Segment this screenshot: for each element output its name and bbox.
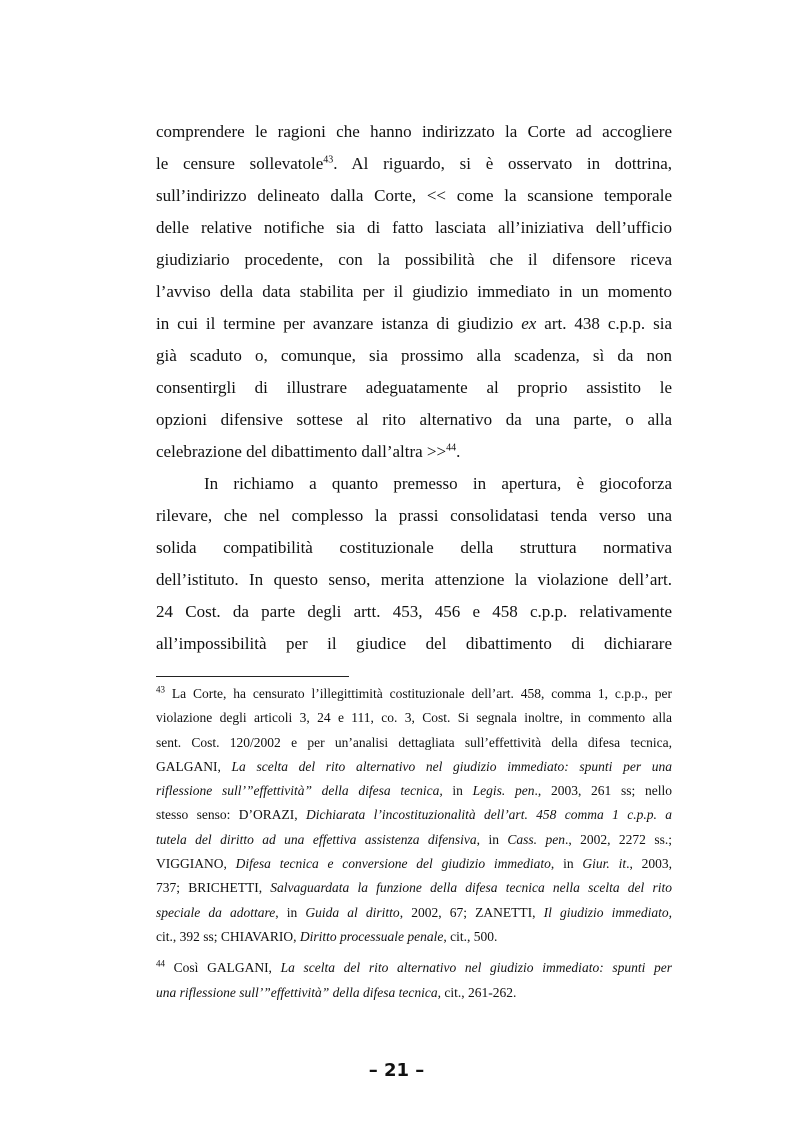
footnotes [156,682,672,1005]
body-line: le censure sollevatole$^{43}$. Al riguardo, si è osservato in dottrina, [156,154,673,173]
footnote-separator [156,676,349,677]
footnote-43 [156,682,672,949]
body-line: delle relative notifiche sia di fatto lasciata all’iniziativa dell’ufficio [156,218,672,237]
body-line: giudiziario procedente, con la possibilità che il difensore riceva [156,250,672,269]
body-line: già scaduto o, comunque, sia prossimo alla scadenza, sì da non [156,346,672,365]
footnote-line: sent. Cost. 120/2002 e per un’analisi dettagliata sull’effettività della difesa tecnica, [156,734,672,750]
footnote-line: cit., 392 ss; CHIAVARIO, Diritto processuale penale, cit., 500. [156,928,498,944]
footnote-line: VIGGIANO, Difesa tecnica e conversione del giudizio immediato, in Giur. it., 2003, [156,856,673,872]
body-line: 24 Cost. da parte degli artt. 453, 456 e 458 c.p.p. relativamente [156,602,672,621]
footnote-line: tutela del diritto ad una effettiva assistenza difensiva, in Cass. pen., 2002, 2272 ss.; [156,831,672,847]
footnote-line: stesso senso: D’ORAZI, Dichiarata l’incostituzionalità dell’art. 458 comma 1 c.p.p. a [156,807,672,823]
footnote-line: speciale da adottare, in Guida al diritto, 2002, 67; ZANETTI, Il giudizio immediato, [156,904,672,920]
footnote-line: una riflessione sull’”effettività” della difesa tecnica, cit., 261-262. [156,984,517,1000]
footnote-line: $^{44}$ Così GALGANI, La scelta del rito alternativo nel giudizio immediato: spunti per [156,958,673,976]
body-line: comprendere le ragioni che hanno indirizzato la Corte ad accogliere [156,122,672,141]
footnote-line: GALGANI, La scelta del rito alternativo nel giudizio immediato: spunti per una [156,758,672,774]
paragraph-start: In richiamo a quanto premesso in apertura, è giocoforza [204,474,672,493]
body-line: l’avviso della data stabilita per il giudizio immediato in un momento [156,282,672,301]
footnote-line: 737; BRICHETTI, Salvaguardata la funzione della difesa tecnica nella scelta del rito [156,880,672,896]
body-text [156,116,672,660]
footnote-44 [156,956,672,1005]
body-line: all’impossibilità per il giudice del dibattimento di dichiarare [156,634,672,653]
body-line: solida compatibilità costituzionale della struttura normativa [156,538,672,557]
body-line: sull’indirizzo delineato dalla Corte, << come la scansione temporale [156,186,672,205]
body-line: in cui il termine per avanzare istanza di giudizio ex art. 438 c.p.p. sia [156,314,673,333]
footnote-line: $^{43}$ La Corte, ha censurato l’illegittimità costituzionale dell’art. 458, comma 1, c.p.p., per [156,684,672,701]
body-line: opzioni difensive sottese al rito alternativo da una parte, o alla [156,410,672,429]
footnote-line: violazione degli articoli 3, 24 e 111, co. 3, Cost. Si segnala inoltre, in commento alla [156,710,672,726]
footnote-line: riflessione sull’”effettività” della difesa tecnica, in Legis. pen., 2003, 261 ss; nello [156,783,672,799]
body-line: dell’istituto. In questo senso, merita attenzione la violazione dell’art. [156,570,672,589]
body-line: consentirgli di illustrare adeguatamente al proprio assistito le [156,378,672,397]
body-line: rilevare, che nel complesso la prassi consolidatasi tenda verso una [156,506,672,525]
body-line: celebrazione del dibattimento dall’altra >>$^{44}$. [156,442,461,461]
footnote-ref-44[interactable]: 44 [446,442,457,454]
footnote-ref-43[interactable]: 43 [323,154,334,166]
page-number: – 21 – [368,1060,425,1081]
